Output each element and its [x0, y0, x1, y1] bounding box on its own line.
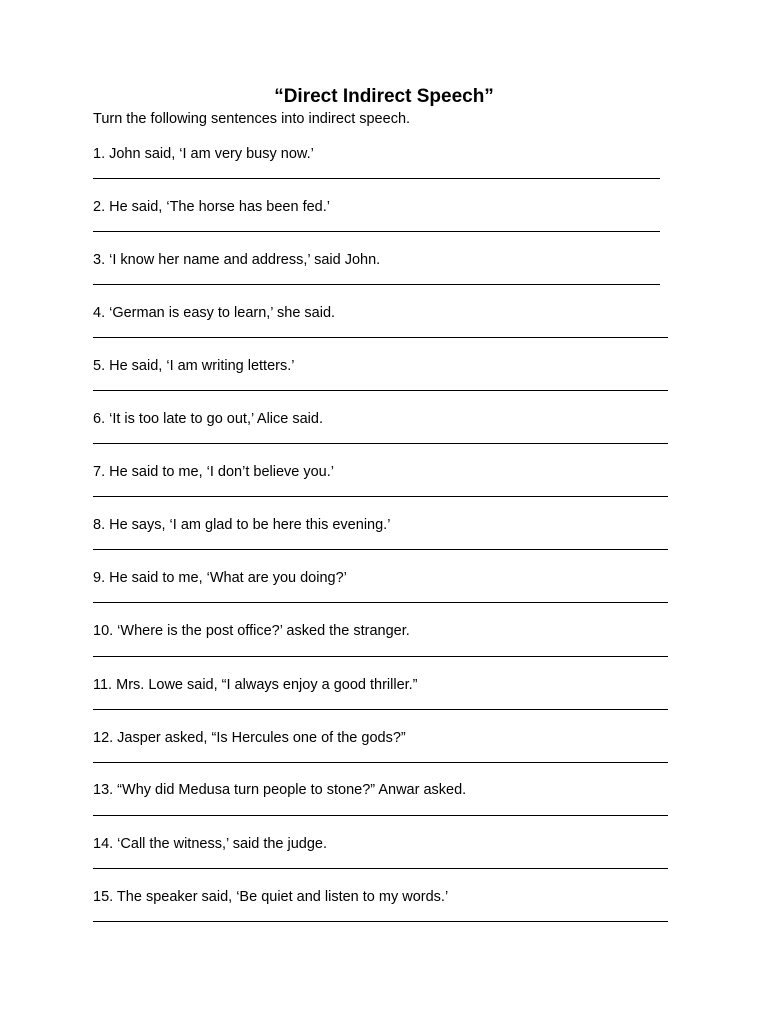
answer-line-15[interactable]: [93, 921, 668, 922]
answer-line-9[interactable]: [93, 602, 668, 603]
answer-line-14[interactable]: [93, 868, 668, 869]
question-9: 9. He said to me, ‘What are you doing?’: [93, 570, 347, 586]
question-12: 12. Jasper asked, “Is Hercules one of the gods?”: [93, 730, 406, 746]
answer-line-13[interactable]: [93, 815, 668, 816]
answer-line-5[interactable]: [93, 390, 668, 391]
answer-line-1[interactable]: [93, 178, 660, 179]
worksheet-instruction: Turn the following sentences into indirect speech.: [93, 111, 411, 127]
question-5: 5. He said, ‘I am writing letters.’: [93, 358, 295, 374]
question-15: 15. The speaker said, ‘Be quiet and listen to my words.’: [93, 889, 449, 905]
answer-line-2[interactable]: [93, 231, 660, 232]
answer-line-6[interactable]: [93, 443, 668, 444]
answer-line-12[interactable]: [93, 762, 668, 763]
question-3: 3. ‘I know her name and address,’ said John.: [93, 252, 381, 268]
answer-line-3[interactable]: [93, 284, 660, 285]
question-7: 7. He said to me, ‘I don’t believe you.’: [93, 464, 334, 480]
question-13: 13. “Why did Medusa turn people to stone?” Anwar asked.: [93, 782, 467, 798]
answer-line-10[interactable]: [93, 656, 668, 657]
question-10: 10. ‘Where is the post office?’ asked the stranger.: [93, 623, 410, 639]
answer-line-11[interactable]: [93, 709, 668, 710]
question-4: 4. ‘German is easy to learn,’ she said.: [93, 305, 336, 321]
question-8: 8. He says, ‘I am glad to be here this evening.’: [93, 517, 391, 533]
question-11: 11. Mrs. Lowe said, “I always enjoy a good thriller.”: [93, 677, 418, 693]
worksheet-title: “Direct Indirect Speech”: [274, 86, 494, 107]
question-1: 1. John said, ‘I am very busy now.’: [93, 146, 314, 162]
answer-line-8[interactable]: [93, 549, 668, 550]
answer-line-7[interactable]: [93, 496, 668, 497]
question-14: 14. ‘Call the witness,’ said the judge.: [93, 836, 328, 852]
answer-line-4[interactable]: [93, 337, 668, 338]
question-6: 6. ‘It is too late to go out,’ Alice said.: [93, 411, 323, 427]
question-2: 2. He said, ‘The horse has been fed.’: [93, 199, 330, 215]
